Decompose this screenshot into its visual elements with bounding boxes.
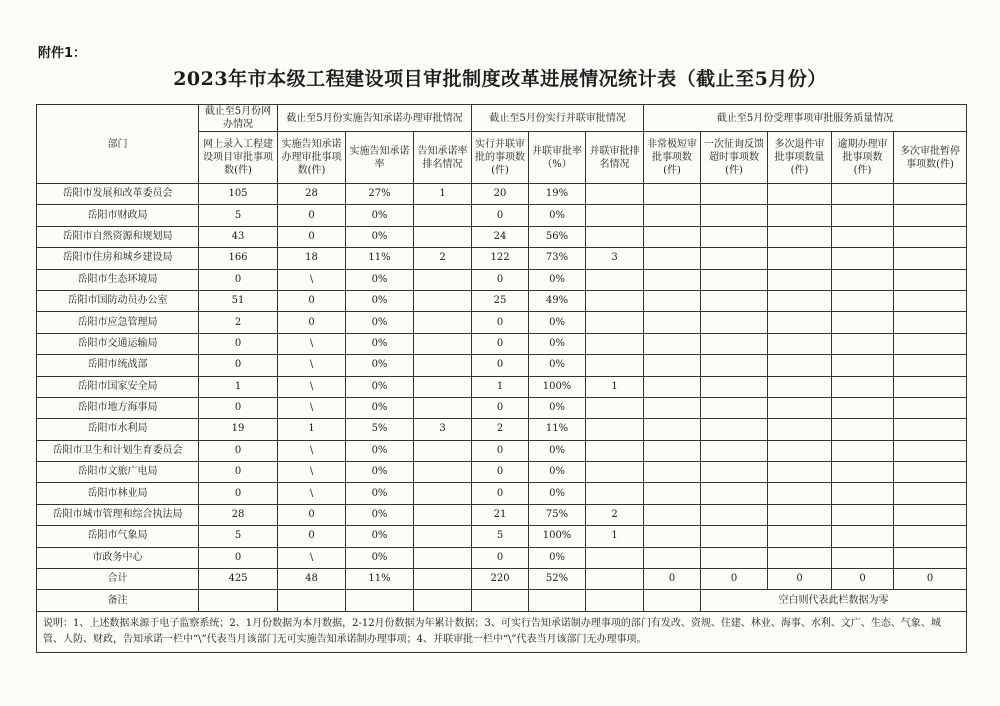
value-cell bbox=[414, 483, 472, 504]
value-cell bbox=[701, 184, 768, 205]
value-cell bbox=[644, 504, 701, 525]
value-cell: 0 bbox=[472, 205, 529, 226]
value-cell bbox=[832, 376, 894, 397]
col-header: 实施告知承诺率 bbox=[346, 132, 414, 184]
value-cell bbox=[586, 419, 644, 440]
value-cell: 0 bbox=[278, 226, 346, 247]
notes-row bbox=[37, 611, 967, 652]
value-cell: 0 bbox=[768, 569, 832, 590]
value-cell: 0% bbox=[529, 547, 586, 568]
value-cell: 0 bbox=[701, 569, 768, 590]
value-cell: 0% bbox=[346, 205, 414, 226]
value-cell bbox=[644, 312, 701, 333]
value-cell: 11% bbox=[346, 248, 414, 269]
remark-row bbox=[37, 590, 967, 611]
table-row bbox=[37, 205, 967, 226]
value-cell: 48 bbox=[278, 569, 346, 590]
value-cell: 0 bbox=[644, 569, 701, 590]
value-cell: 0% bbox=[346, 290, 414, 311]
table-row bbox=[37, 333, 967, 354]
value-cell: 0 bbox=[278, 312, 346, 333]
value-cell: 0% bbox=[346, 504, 414, 525]
value-cell: 0 bbox=[199, 483, 278, 504]
value-cell: 0% bbox=[529, 355, 586, 376]
value-cell: 0 bbox=[199, 269, 278, 290]
value-cell bbox=[644, 269, 701, 290]
value-cell bbox=[644, 184, 701, 205]
value-cell: 27% bbox=[346, 184, 414, 205]
value-cell: 0% bbox=[346, 376, 414, 397]
dept-cell: 岳阳市文旅广电局 bbox=[37, 462, 199, 483]
table-row bbox=[37, 226, 967, 247]
value-cell bbox=[701, 483, 768, 504]
dept-cell: 岳阳市自然资源和规划局 bbox=[37, 226, 199, 247]
value-cell: 166 bbox=[199, 248, 278, 269]
value-cell bbox=[768, 462, 832, 483]
value-cell bbox=[701, 205, 768, 226]
value-cell: 5 bbox=[199, 526, 278, 547]
value-cell: 0% bbox=[346, 333, 414, 354]
value-cell bbox=[414, 226, 472, 247]
value-cell bbox=[894, 333, 967, 354]
value-cell bbox=[586, 290, 644, 311]
value-cell bbox=[701, 226, 768, 247]
value-cell bbox=[768, 290, 832, 311]
value-cell: 73% bbox=[529, 248, 586, 269]
value-cell bbox=[701, 248, 768, 269]
value-cell bbox=[832, 483, 894, 504]
value-cell: 122 bbox=[472, 248, 529, 269]
value-cell: 0 bbox=[199, 397, 278, 418]
value-cell: 0 bbox=[472, 269, 529, 290]
table-row bbox=[37, 355, 967, 376]
attachment-label: 附件1： bbox=[38, 46, 87, 61]
value-cell: 0 bbox=[472, 333, 529, 354]
value-cell: 11% bbox=[346, 569, 414, 590]
value-cell: 0 bbox=[199, 547, 278, 568]
value-cell bbox=[894, 205, 967, 226]
value-cell: 0% bbox=[529, 440, 586, 461]
value-cell: 1 bbox=[472, 376, 529, 397]
value-cell: 1 bbox=[199, 376, 278, 397]
value-cell: 75% bbox=[529, 504, 586, 525]
table-row bbox=[37, 483, 967, 504]
dept-cell: 岳阳市卫生和计划生育委员会 bbox=[37, 440, 199, 461]
col-header: 多次审批暂停事项数(件) bbox=[894, 132, 967, 184]
table-row bbox=[37, 184, 967, 205]
value-cell bbox=[894, 226, 967, 247]
value-cell bbox=[894, 462, 967, 483]
value-cell: \ bbox=[278, 547, 346, 568]
value-cell bbox=[644, 526, 701, 547]
value-cell bbox=[894, 312, 967, 333]
value-cell bbox=[768, 483, 832, 504]
table-row bbox=[37, 504, 967, 525]
value-cell: 100% bbox=[529, 376, 586, 397]
value-cell bbox=[414, 462, 472, 483]
value-cell: 0% bbox=[346, 269, 414, 290]
value-cell bbox=[832, 504, 894, 525]
value-cell: 0 bbox=[278, 526, 346, 547]
value-cell: 24 bbox=[472, 226, 529, 247]
value-cell: 0% bbox=[346, 440, 414, 461]
value-cell: 52% bbox=[529, 569, 586, 590]
col-header: 非常极短审批事项数(件) bbox=[644, 132, 701, 184]
value-cell: \ bbox=[278, 376, 346, 397]
value-cell bbox=[701, 333, 768, 354]
value-cell: 1 bbox=[278, 419, 346, 440]
col-header: 告知承诺率排名情况 bbox=[414, 132, 472, 184]
value-cell bbox=[894, 184, 967, 205]
value-cell bbox=[586, 312, 644, 333]
dept-cell: 岳阳市生态环境局 bbox=[37, 269, 199, 290]
value-cell: 3 bbox=[414, 419, 472, 440]
value-cell: 56% bbox=[529, 226, 586, 247]
value-cell: 43 bbox=[199, 226, 278, 247]
value-cell bbox=[768, 184, 832, 205]
value-cell bbox=[701, 397, 768, 418]
value-cell bbox=[644, 462, 701, 483]
dept-cell: 岳阳市国防动员办公室 bbox=[37, 290, 199, 311]
value-cell bbox=[832, 526, 894, 547]
value-cell bbox=[894, 290, 967, 311]
value-cell: 0% bbox=[346, 462, 414, 483]
value-cell: 0% bbox=[346, 312, 414, 333]
value-cell bbox=[832, 419, 894, 440]
value-cell: 49% bbox=[529, 290, 586, 311]
value-cell bbox=[832, 226, 894, 247]
value-cell bbox=[832, 355, 894, 376]
table-row bbox=[37, 312, 967, 333]
value-cell bbox=[894, 376, 967, 397]
value-cell bbox=[586, 483, 644, 504]
value-cell bbox=[414, 312, 472, 333]
value-cell bbox=[701, 440, 768, 461]
value-cell: 1 bbox=[414, 184, 472, 205]
dept-cell: 岳阳市住房和城乡建设局 bbox=[37, 248, 199, 269]
value-cell bbox=[894, 483, 967, 504]
value-cell bbox=[768, 355, 832, 376]
value-cell bbox=[701, 419, 768, 440]
value-cell: 100% bbox=[529, 526, 586, 547]
value-cell bbox=[414, 397, 472, 418]
value-cell: 0% bbox=[529, 205, 586, 226]
value-cell bbox=[586, 205, 644, 226]
value-cell bbox=[586, 333, 644, 354]
value-cell: 0 bbox=[278, 205, 346, 226]
value-cell bbox=[586, 355, 644, 376]
value-cell bbox=[768, 269, 832, 290]
value-cell: 2 bbox=[199, 312, 278, 333]
value-cell bbox=[644, 355, 701, 376]
value-cell: 28 bbox=[278, 184, 346, 205]
value-cell: 28 bbox=[199, 504, 278, 525]
dept-cell: 岳阳市气象局 bbox=[37, 526, 199, 547]
value-cell: 5% bbox=[346, 419, 414, 440]
dept-header: 部门 bbox=[37, 105, 199, 184]
dept-cell: 市政务中心 bbox=[37, 547, 199, 568]
dept-cell: 岳阳市城市管理和综合执法局 bbox=[37, 504, 199, 525]
value-cell bbox=[832, 248, 894, 269]
table-row bbox=[37, 290, 967, 311]
value-cell bbox=[414, 569, 472, 590]
value-cell: 0 bbox=[472, 312, 529, 333]
value-cell bbox=[701, 462, 768, 483]
value-cell: 0 bbox=[278, 290, 346, 311]
value-cell: 11% bbox=[529, 419, 586, 440]
value-cell bbox=[414, 333, 472, 354]
value-cell: 3 bbox=[586, 248, 644, 269]
value-cell: 18 bbox=[278, 248, 346, 269]
value-cell: 0 bbox=[199, 440, 278, 461]
value-cell bbox=[414, 205, 472, 226]
dept-cell: 岳阳市地方海事局 bbox=[37, 397, 199, 418]
value-cell: 0% bbox=[346, 526, 414, 547]
value-cell: 5 bbox=[472, 526, 529, 547]
value-cell: 0% bbox=[529, 483, 586, 504]
value-cell bbox=[832, 397, 894, 418]
value-cell bbox=[832, 205, 894, 226]
value-cell bbox=[768, 333, 832, 354]
dept-cell: 岳阳市林业局 bbox=[37, 483, 199, 504]
value-cell bbox=[832, 462, 894, 483]
value-cell bbox=[701, 376, 768, 397]
value-cell bbox=[701, 312, 768, 333]
value-cell bbox=[644, 333, 701, 354]
value-cell bbox=[894, 248, 967, 269]
value-cell bbox=[701, 290, 768, 311]
value-cell: 2 bbox=[414, 248, 472, 269]
table-row bbox=[37, 376, 967, 397]
value-cell: 1 bbox=[586, 376, 644, 397]
notes-text: 说明：1、上述数据来源于电子监察系统；2、1月份数据为本月数据，2-12月份数据为年累计数据；3、可实行告知承诺制办理事项的部门有发改、资规、住建、林业、海事、水利、文广、生态、气象、城管、人防、财政，告知承诺一栏中“\”代表当月该部门无可实施告知承诺制办理事项；4、并联审批一栏中“\”代表当月该部门无办理事项。 bbox=[37, 611, 967, 652]
value-cell: \ bbox=[278, 333, 346, 354]
value-cell bbox=[414, 526, 472, 547]
value-cell: 0 bbox=[472, 397, 529, 418]
value-cell: 0 bbox=[199, 355, 278, 376]
value-cell: 0% bbox=[529, 269, 586, 290]
value-cell: 0 bbox=[832, 569, 894, 590]
value-cell bbox=[586, 184, 644, 205]
value-cell: 220 bbox=[472, 569, 529, 590]
col-header: 实行并联审批的事项数(件) bbox=[472, 132, 529, 184]
value-cell bbox=[894, 355, 967, 376]
dept-cell: 岳阳市国家安全局 bbox=[37, 376, 199, 397]
dept-cell: 岳阳市发展和改革委员会 bbox=[37, 184, 199, 205]
dept-cell: 岳阳市统战部 bbox=[37, 355, 199, 376]
value-cell bbox=[768, 376, 832, 397]
value-cell: 25 bbox=[472, 290, 529, 311]
page-title: 2023年市本级工程建设项目审批制度改革进展情况统计表（截止至5月份） bbox=[173, 68, 827, 90]
value-cell bbox=[586, 569, 644, 590]
col-header: 并联审批排名情况 bbox=[586, 132, 644, 184]
value-cell bbox=[586, 397, 644, 418]
value-cell: \ bbox=[278, 269, 346, 290]
col-header: 一次征询反馈超时事项数(件) bbox=[701, 132, 768, 184]
value-cell: \ bbox=[278, 397, 346, 418]
value-cell bbox=[832, 333, 894, 354]
value-cell: 0 bbox=[472, 355, 529, 376]
value-cell: \ bbox=[278, 440, 346, 461]
dept-cell: 岳阳市交通运输局 bbox=[37, 333, 199, 354]
value-cell bbox=[832, 269, 894, 290]
value-cell bbox=[644, 397, 701, 418]
value-cell bbox=[894, 526, 967, 547]
value-cell bbox=[768, 397, 832, 418]
value-cell: 425 bbox=[199, 569, 278, 590]
value-cell: \ bbox=[278, 483, 346, 504]
value-cell bbox=[768, 248, 832, 269]
value-cell bbox=[644, 547, 701, 568]
value-cell: \ bbox=[278, 355, 346, 376]
value-cell bbox=[644, 483, 701, 504]
value-cell: 0 bbox=[894, 569, 967, 590]
table-row bbox=[37, 269, 967, 290]
value-cell: 0 bbox=[278, 504, 346, 525]
dept-cell: 合计 bbox=[37, 569, 199, 590]
value-cell bbox=[832, 312, 894, 333]
col-header: 并联审批率（%） bbox=[529, 132, 586, 184]
value-cell: 0 bbox=[472, 483, 529, 504]
value-cell bbox=[768, 226, 832, 247]
col-header: 实施告知承诺办理审批事项数(件) bbox=[278, 132, 346, 184]
value-cell bbox=[414, 376, 472, 397]
value-cell: 19 bbox=[199, 419, 278, 440]
value-cell: 0% bbox=[346, 397, 414, 418]
value-cell bbox=[768, 440, 832, 461]
value-cell bbox=[414, 547, 472, 568]
value-cell: 19% bbox=[529, 184, 586, 205]
table-row bbox=[37, 547, 967, 568]
value-cell: 0% bbox=[346, 355, 414, 376]
value-cell bbox=[894, 547, 967, 568]
value-cell bbox=[832, 290, 894, 311]
value-cell bbox=[644, 290, 701, 311]
value-cell bbox=[414, 355, 472, 376]
value-cell bbox=[701, 526, 768, 547]
value-cell bbox=[586, 269, 644, 290]
table-row bbox=[37, 526, 967, 547]
value-cell bbox=[644, 376, 701, 397]
value-cell bbox=[701, 355, 768, 376]
col-header: 逾期办理审批事项数(件) bbox=[832, 132, 894, 184]
value-cell bbox=[701, 269, 768, 290]
value-cell: 0% bbox=[529, 462, 586, 483]
table-row bbox=[37, 440, 967, 461]
value-cell: 0% bbox=[529, 312, 586, 333]
value-cell bbox=[586, 226, 644, 247]
value-cell: 1 bbox=[586, 526, 644, 547]
value-cell bbox=[414, 269, 472, 290]
value-cell bbox=[644, 226, 701, 247]
group-header-quality: 截止至5月份受理事项审批服务质量情况 bbox=[644, 105, 967, 132]
value-cell bbox=[768, 547, 832, 568]
value-cell bbox=[894, 440, 967, 461]
value-cell bbox=[414, 504, 472, 525]
value-cell bbox=[768, 419, 832, 440]
value-cell: 0% bbox=[346, 226, 414, 247]
value-cell: 0% bbox=[346, 547, 414, 568]
value-cell bbox=[644, 248, 701, 269]
value-cell bbox=[894, 504, 967, 525]
dept-cell: 岳阳市应急管理局 bbox=[37, 312, 199, 333]
col-header: 网上录入工程建设项目审批事项数(件) bbox=[199, 132, 278, 184]
value-cell bbox=[832, 184, 894, 205]
value-cell: 2 bbox=[586, 504, 644, 525]
value-cell bbox=[644, 440, 701, 461]
value-cell bbox=[832, 440, 894, 461]
table-body bbox=[37, 184, 967, 590]
value-cell: 105 bbox=[199, 184, 278, 205]
table-row bbox=[37, 462, 967, 483]
value-cell: 5 bbox=[199, 205, 278, 226]
value-cell: 0 bbox=[199, 333, 278, 354]
table-row bbox=[37, 397, 967, 418]
group-header-parallel: 截止至5月份实行并联审批情况 bbox=[472, 105, 644, 132]
value-cell: 21 bbox=[472, 504, 529, 525]
value-cell bbox=[644, 205, 701, 226]
total-row bbox=[37, 569, 967, 590]
dept-cell: 岳阳市财政局 bbox=[37, 205, 199, 226]
value-cell bbox=[586, 462, 644, 483]
group-header-online: 截止至5月份网办情况 bbox=[199, 105, 278, 132]
value-cell: 0 bbox=[472, 462, 529, 483]
table-row bbox=[37, 419, 967, 440]
remark-text: 空白则代表此栏数据为零 bbox=[701, 590, 967, 611]
value-cell bbox=[768, 312, 832, 333]
value-cell bbox=[586, 547, 644, 568]
value-cell: 0 bbox=[472, 440, 529, 461]
value-cell bbox=[768, 205, 832, 226]
value-cell bbox=[701, 504, 768, 525]
value-cell: 0% bbox=[346, 483, 414, 504]
value-cell: 0 bbox=[472, 547, 529, 568]
value-cell bbox=[894, 397, 967, 418]
value-cell: 0% bbox=[529, 397, 586, 418]
table-row bbox=[37, 248, 967, 269]
value-cell bbox=[644, 419, 701, 440]
value-cell bbox=[414, 290, 472, 311]
group-header-commitment: 截止至5月份实施告知承诺办理审批情况 bbox=[278, 105, 472, 132]
statistics-table bbox=[36, 104, 967, 653]
value-cell bbox=[894, 269, 967, 290]
value-cell bbox=[701, 547, 768, 568]
value-cell bbox=[768, 504, 832, 525]
value-cell bbox=[586, 440, 644, 461]
value-cell: \ bbox=[278, 462, 346, 483]
value-cell: 0% bbox=[529, 333, 586, 354]
value-cell: 51 bbox=[199, 290, 278, 311]
value-cell: 20 bbox=[472, 184, 529, 205]
value-cell: 0 bbox=[199, 462, 278, 483]
col-header: 多次退件审批事项数量(件) bbox=[768, 132, 832, 184]
value-cell bbox=[894, 419, 967, 440]
dept-cell: 岳阳市水利局 bbox=[37, 419, 199, 440]
value-cell bbox=[414, 440, 472, 461]
value-cell: 2 bbox=[472, 419, 529, 440]
value-cell bbox=[832, 547, 894, 568]
value-cell bbox=[768, 526, 832, 547]
remark-label: 备注 bbox=[37, 590, 199, 611]
